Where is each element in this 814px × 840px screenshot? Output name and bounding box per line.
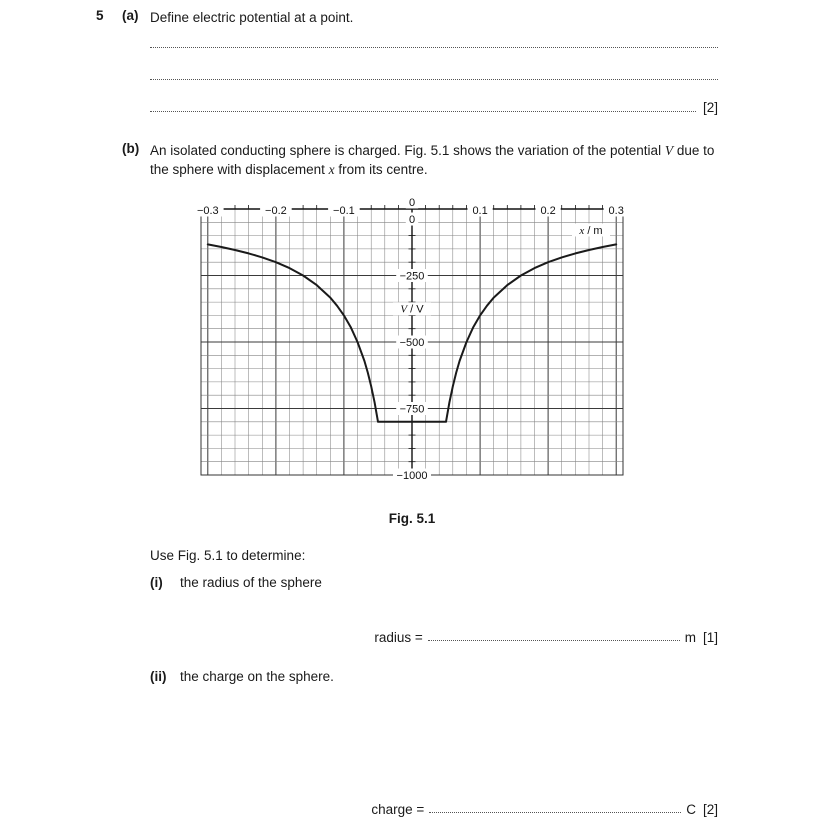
svg-text:0: 0 <box>408 213 416 226</box>
part-ii-label: (ii) <box>150 669 167 684</box>
figure-5-1 <box>196 195 628 487</box>
svg-text:x / m: x / m <box>579 224 603 237</box>
svg-text:−250: −250 <box>399 270 425 283</box>
intro-text: An isolated conducting sphere is charged. Fig. 5.1 shows the variation of the potential <box>150 143 665 158</box>
part-a-marks: [2] <box>702 100 718 115</box>
part-b-i <box>150 575 718 590</box>
variable-V: V <box>664 143 674 158</box>
svg-text:−0.1: −0.1 <box>333 204 355 217</box>
svg-text:0.2: 0.2 <box>540 204 556 217</box>
answer-line-1[interactable] <box>150 27 718 51</box>
part-i-label: (i) <box>150 575 163 590</box>
figure-graph <box>196 195 628 487</box>
dotted-rule <box>150 111 696 112</box>
charge-answer-row <box>150 802 718 817</box>
svg-text:−0.3: −0.3 <box>196 204 219 217</box>
dotted-rule <box>150 47 718 48</box>
charge-answer-field[interactable] <box>429 812 681 813</box>
dotted-rule <box>150 79 718 80</box>
variable-x: x <box>328 162 335 177</box>
radius-answer-row <box>150 630 718 645</box>
figure-caption: Fig. 5.1 <box>388 511 436 526</box>
svg-text:−750: −750 <box>399 403 425 416</box>
radius-marks: [1] <box>702 630 718 645</box>
charge-unit: C <box>686 802 696 817</box>
part-b-ii <box>150 669 718 684</box>
radius-answer-field[interactable] <box>428 640 680 641</box>
radius-label: radius = <box>374 630 423 645</box>
part-a-prompt: Define electric potential at a point. <box>150 10 354 25</box>
part-a <box>122 8 718 115</box>
intro-text: due to the sphere with displacement <box>150 143 715 177</box>
svg-text:V / V: V / V <box>400 303 424 316</box>
charge-label: charge = <box>371 802 425 817</box>
svg-text:0: 0 <box>408 196 416 209</box>
part-a-label: (a) <box>122 8 139 23</box>
svg-text:−500: −500 <box>399 336 425 349</box>
svg-text:0.1: 0.1 <box>472 204 488 217</box>
charge-marks: [2] <box>702 802 718 817</box>
answer-line-2[interactable] <box>150 51 718 83</box>
intro-text: from its centre. <box>334 162 428 177</box>
part-i-text: the radius of the sphere <box>180 575 322 590</box>
part-b-intro <box>150 141 718 179</box>
part-ii-text: the charge on the sphere. <box>180 669 334 684</box>
svg-text:0.3: 0.3 <box>608 204 624 217</box>
part-b-label: (b) <box>122 141 140 156</box>
svg-text:−0.2: −0.2 <box>265 204 287 217</box>
svg-text:−1000: −1000 <box>396 469 428 482</box>
answer-line-3[interactable] <box>150 83 718 115</box>
question-number: 5 <box>96 8 104 23</box>
radius-unit: m <box>684 630 696 645</box>
determine-prompt: Use Fig. 5.1 to determine: <box>150 548 306 563</box>
part-b <box>122 141 718 817</box>
